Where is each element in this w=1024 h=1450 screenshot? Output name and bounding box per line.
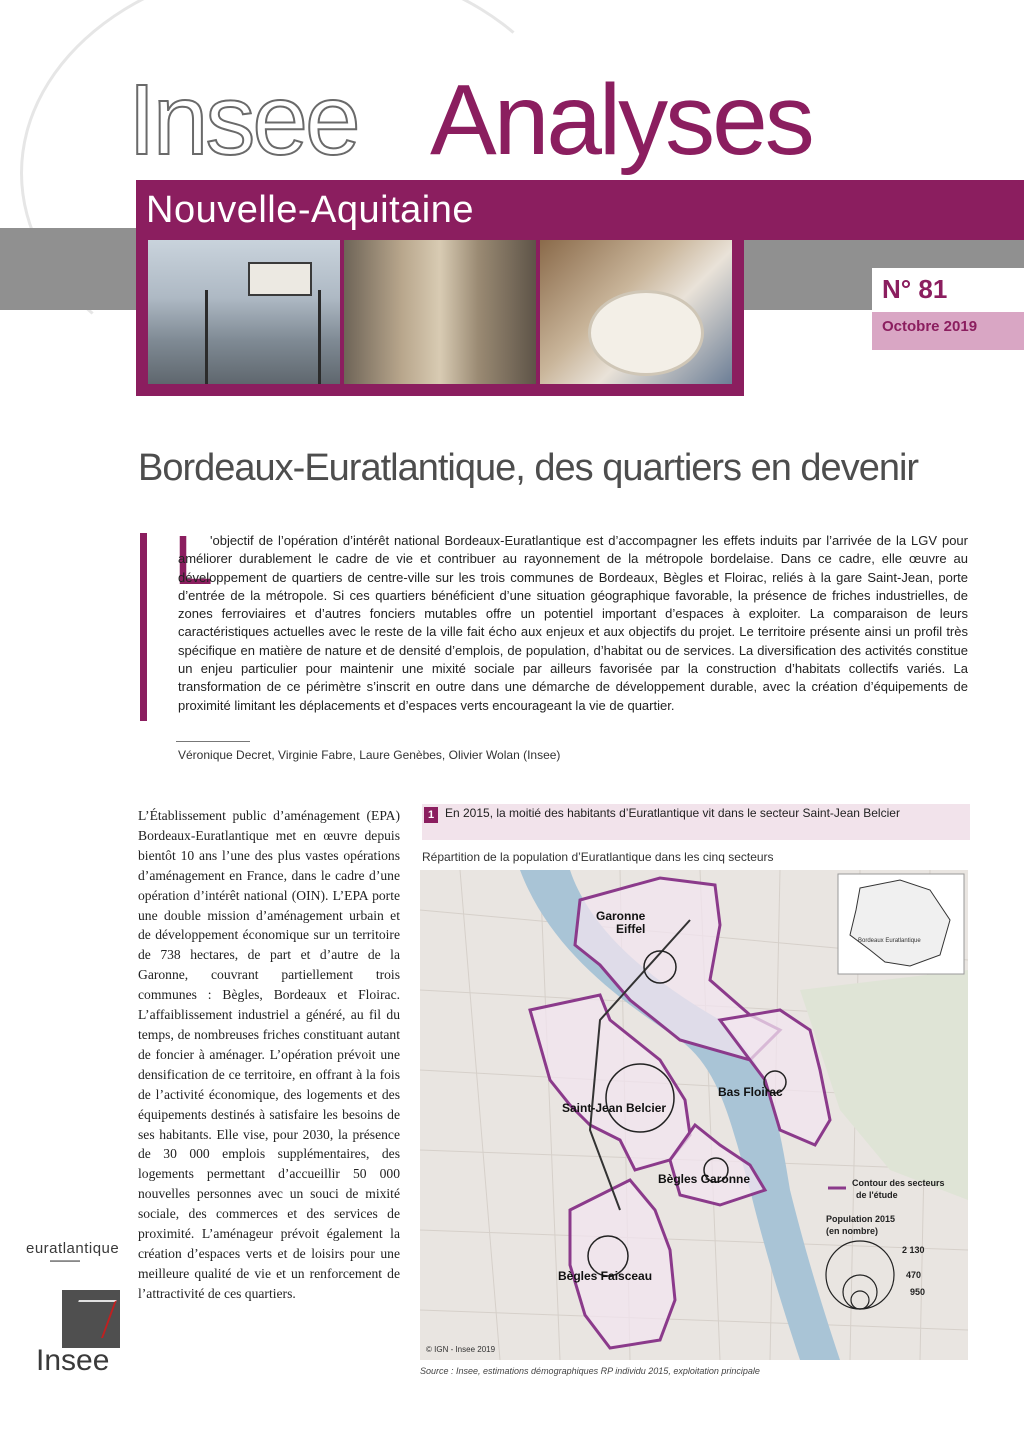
euratlantique-logo: euratlantique bbox=[26, 1240, 120, 1257]
authors: Véronique Decret, Virginie Fabre, Laure Genèbes, Olivier Wolan (Insee) bbox=[178, 748, 561, 762]
inset-label: Bordeaux Euratlantique bbox=[858, 938, 921, 944]
label-bas-floirac: Bas Floirac bbox=[718, 1085, 783, 1099]
brand-insee: Insee bbox=[128, 64, 358, 176]
figure-source: Source : Insee, estimations démographiques RP individu 2015, exploitation principale bbox=[420, 1366, 760, 1376]
euratlantique-logo-mark: ▬▬▬▬▬ bbox=[50, 1258, 80, 1264]
issue-date: Octobre 2019 bbox=[882, 318, 978, 335]
sector-map bbox=[420, 870, 968, 1360]
label-begles-garonne: Bègles Garonne bbox=[658, 1172, 751, 1186]
abstract-dropcap: L bbox=[174, 521, 213, 599]
photo-pier-legs bbox=[205, 290, 321, 384]
body-paragraph: L’Établissement public d’aménagement (EPA) Bordeaux-Euratlantique met en œuvre depuis bientôt 10 ans l’une des plus vastes opérations d’aménagement en France, dans le cadre d’une opération d’intérêt national (OIN). L’EPA porte une double mission d’aménagement urbain et de développement économique sur un territoire de 738 hectares, de part et d’autre de la Garonne, couvrant partiellement trois communes : Bègles, Bordeaux et Floirac. L’affaiblissement industriel a généré, au fil du temps, de nombreuses friches constituant autant de foncier à aménager. L’opération prévoit une densification de ce territoire, en offrant à la fois de l’activité économique, des logements et des équipements destinés à satisfaire les besoins de ses habitants. Elle vise, pour 2030, la présence de 30 000 emplois supplémentaires, des logements permettant d’accueillir 50 000 nouvelles personnes avec un souci de mixité sociale, des commerces et des services de proximité. L’aménageur prévoit également la création d’espaces verts et de loisirs pour une meilleure qualité de vie et un renforcement de l’attractivité de ces quartiers. bbox=[138, 808, 400, 1301]
label-begles-faisceau: Bègles Faisceau bbox=[558, 1269, 653, 1283]
map-legend bbox=[826, 1178, 945, 1297]
figure-title: En 2015, la moitié des habitants d’Euratlantique vit dans le secteur Saint-Jean Belcier bbox=[445, 806, 900, 820]
region-name: Nouvelle-Aquitaine bbox=[146, 189, 474, 231]
issue-number: N° 81 bbox=[882, 274, 948, 304]
figure-number: 1 bbox=[424, 807, 438, 823]
legend-contour-line2: de l'étude bbox=[856, 1190, 898, 1200]
abstract-text: 'objectif de l’opération d’intérêt national Bordeaux-Euratlantique est d’accompagner les effets induits par l’arrivée de la LGV pour améliorer durablement le cadre de vie et contribuer au rayonnement de la métropole bordelaise. Dans ce cadre, elle œuvre au développement de quartiers de centre-ville sur les trois communes de Bordeaux, Bègles et Floirac, reliés à la gare Saint-Jean, porte d’entrée de la métropole. Si ces quartiers bénéficient d’une situation géographique favorable, la présence de friches industrielles, de zones ferroviaires et d’autres fonciers mutables offre un potentiel important d’espaces à exploiter. La comparaison de leurs caractéristiques actuelles avec le reste de la ville fait écho aux enjeux et aux objectifs du projet. Le territoire présente ainsi un profil très spécifique en matière de nature et de densité d’emplois, de population, d’habitat ou de services. La diversification des activités constitue un enjeu particulier pour maintenir une mixité sociale par ailleurs favorisée par la construction d’habitats collectifs variés. La transformation de ce périmètre s’inscrit en outre dans une démarche de développement durable, avec la création d’équipements de proximité limitant les déplacements et d’espaces verts encourageant la vie de quartier. bbox=[178, 533, 968, 713]
authors-rule bbox=[176, 741, 250, 742]
legend-pop-title1: Population 2015 bbox=[826, 1214, 896, 1224]
sector-begles-faisceau bbox=[570, 1180, 675, 1348]
legend-circle-medium bbox=[843, 1275, 877, 1309]
article-title: Bordeaux-Euratlantique, des quartiers en devenir bbox=[138, 447, 919, 489]
legend-circle-small bbox=[851, 1291, 869, 1309]
label-saint-jean-belcier: Saint-Jean Belcier bbox=[562, 1101, 667, 1115]
brand-analyses: Analyses bbox=[430, 64, 812, 176]
figure-subtitle: Répartition de la population d’Euratlantique dans les cinq secteurs bbox=[422, 850, 774, 864]
photo-hut bbox=[248, 262, 312, 296]
legend-pop-title2: (en nombre) bbox=[826, 1226, 879, 1236]
legend-pop-value-3: 950 bbox=[910, 1287, 926, 1297]
legend-contour-line1: Contour des secteurs bbox=[852, 1178, 945, 1188]
map-credit: © IGN - Insee 2019 bbox=[426, 1345, 496, 1354]
sector-map-svg bbox=[420, 870, 968, 1360]
photo-plate bbox=[588, 290, 704, 376]
label-eiffel: Eiffel bbox=[616, 922, 646, 936]
legend-circles bbox=[826, 1241, 894, 1309]
legend-pop-value-1: 2 130 bbox=[902, 1245, 925, 1255]
label-garonne: Garonne bbox=[596, 909, 646, 923]
photo-shopping-street bbox=[344, 240, 536, 384]
abstract-accent-bar bbox=[140, 533, 147, 721]
green-area bbox=[800, 970, 968, 1200]
insee-logo: Insee bbox=[36, 1344, 110, 1377]
legend-pop-value-2: 470 bbox=[906, 1270, 922, 1280]
